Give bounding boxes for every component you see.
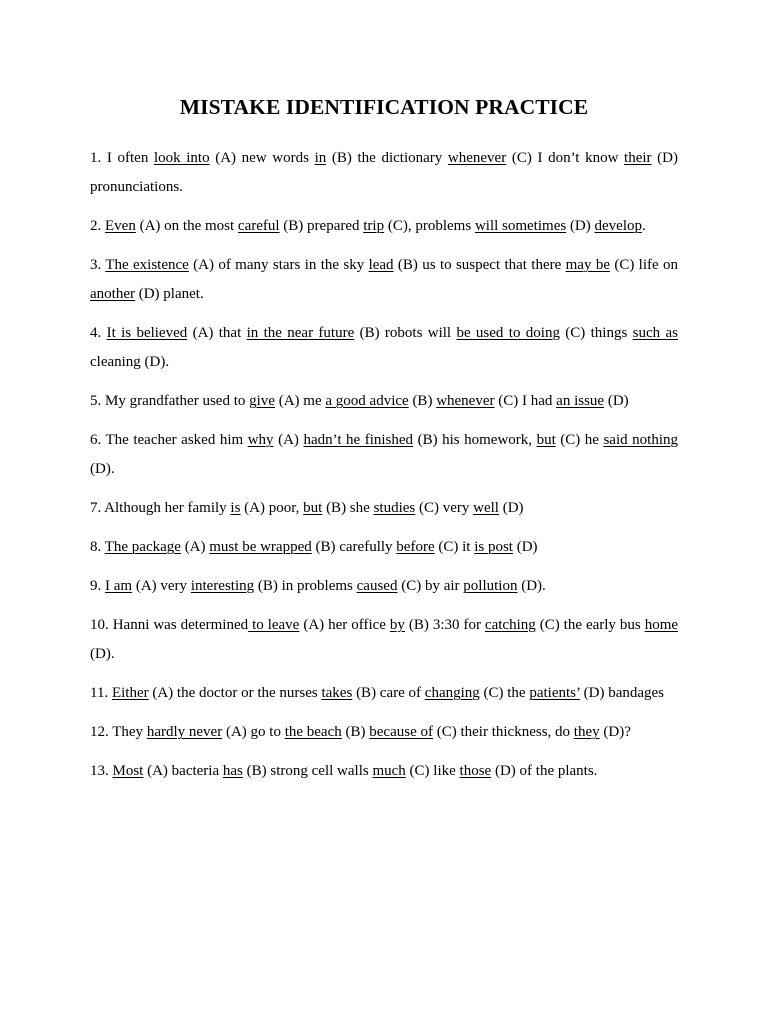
- question-text: (A) bacteria: [143, 763, 223, 779]
- question-list: [90, 144, 678, 786]
- question-text: (C) like: [405, 763, 460, 779]
- question-text: (D): [604, 393, 629, 409]
- question-item: [90, 212, 678, 241]
- underlined-option: hadn’t he finished: [303, 432, 414, 448]
- underlined-option: said nothing: [603, 432, 678, 448]
- question-text: (B) robots will: [354, 325, 457, 341]
- underlined-option: is post: [474, 539, 513, 555]
- question-item: [90, 533, 678, 562]
- underlined-option: whenever: [447, 150, 507, 166]
- underlined-option: has: [222, 763, 243, 779]
- question-text: (A) me: [274, 393, 326, 409]
- question-text: (C) it: [434, 539, 475, 555]
- underlined-option: to leave: [248, 617, 300, 633]
- underlined-option: develop: [594, 218, 642, 234]
- question-item: [90, 718, 678, 747]
- question-text: (C) very: [415, 500, 474, 516]
- question-number: 9.: [90, 578, 102, 594]
- underlined-option: may be: [565, 257, 610, 273]
- question-text: (B) prepared: [279, 218, 364, 234]
- underlined-option: but: [536, 432, 556, 448]
- underlined-option: caused: [356, 578, 398, 594]
- question-text: They: [108, 724, 147, 740]
- question-text: (B): [341, 724, 370, 740]
- question-text: (C) the early bus: [535, 617, 645, 633]
- underlined-option: Even: [105, 218, 136, 234]
- question-text: The teacher asked him: [101, 432, 248, 448]
- question-text: (B) she: [322, 500, 374, 516]
- underlined-option: a good advice: [325, 393, 409, 409]
- underlined-option: Most: [112, 763, 144, 779]
- underlined-option: is: [230, 500, 241, 516]
- question-text: (B): [408, 393, 437, 409]
- question-text: (D) pronunciations.: [90, 150, 678, 195]
- question-text: (A): [180, 539, 210, 555]
- underlined-option: well: [473, 500, 499, 516]
- question-item: [90, 426, 678, 484]
- underlined-option: patients’: [529, 685, 580, 701]
- question-text: I often: [101, 150, 154, 166]
- underlined-option: such as: [632, 325, 678, 341]
- question-text: (D): [498, 500, 524, 516]
- question-text: (A): [273, 432, 304, 448]
- question-item: [90, 757, 678, 786]
- question-number: 6.: [90, 432, 102, 448]
- question-number: 11.: [90, 685, 109, 701]
- question-text: Although her family: [101, 500, 231, 516]
- question-item: [90, 319, 678, 377]
- question-number: 4.: [90, 325, 102, 341]
- question-number: 10.: [90, 617, 109, 633]
- question-number: 3.: [90, 257, 102, 273]
- question-number: 1.: [90, 150, 102, 166]
- question-number: 12.: [90, 724, 109, 740]
- question-item: [90, 387, 678, 416]
- question-text: (A) the doctor or the nurses: [148, 685, 322, 701]
- question-text: (C) the: [479, 685, 530, 701]
- question-text: (C) their thickness, do: [432, 724, 574, 740]
- underlined-option: give: [249, 393, 275, 409]
- underlined-option: whenever: [436, 393, 495, 409]
- question-number: 8.: [90, 539, 102, 555]
- underlined-option: will sometimes: [474, 218, 567, 234]
- question-text: (A) new words: [209, 150, 315, 166]
- underlined-option: careful: [237, 218, 280, 234]
- question-text: (D) bandages: [579, 685, 665, 701]
- underlined-option: much: [372, 763, 406, 779]
- underlined-option: those: [459, 763, 492, 779]
- underlined-option: they: [573, 724, 600, 740]
- underlined-option: trip: [363, 218, 385, 234]
- underlined-option: because of: [369, 724, 433, 740]
- question-text: (A) go to: [222, 724, 285, 740]
- question-text: (D).: [517, 578, 546, 594]
- underlined-option: It is believed: [106, 325, 188, 341]
- question-text: (D).: [90, 646, 115, 662]
- question-text: (C) by air: [397, 578, 464, 594]
- underlined-option: their: [624, 150, 652, 166]
- underlined-option: home: [644, 617, 679, 633]
- question-item: [90, 611, 678, 669]
- question-text: (B) the dictionary: [326, 150, 448, 166]
- question-text: (B) strong cell walls: [242, 763, 373, 779]
- question-text: (D): [512, 539, 538, 555]
- question-number: 13.: [90, 763, 109, 779]
- underlined-option: studies: [373, 500, 416, 516]
- underlined-option: The package: [104, 539, 181, 555]
- underlined-option: but: [303, 500, 323, 516]
- underlined-option: before: [396, 539, 435, 555]
- question-item: [90, 572, 678, 601]
- underlined-option: The existence: [105, 257, 189, 273]
- underlined-option: by: [389, 617, 405, 633]
- underlined-option: interesting: [190, 578, 255, 594]
- question-text: (B) care of: [352, 685, 425, 701]
- question-item: [90, 251, 678, 309]
- underlined-option: I am: [105, 578, 133, 594]
- question-item: [90, 144, 678, 202]
- question-text: (D): [566, 218, 595, 234]
- underlined-option: an issue: [556, 393, 605, 409]
- underlined-option: in the near future: [246, 325, 355, 341]
- question-number: 7.: [90, 500, 102, 516]
- question-text: (D) of the plants.: [491, 763, 598, 779]
- question-text: (A) of many stars in the sky: [188, 257, 369, 273]
- underlined-option: why: [247, 432, 274, 448]
- underlined-option: takes: [321, 685, 353, 701]
- question-text: (C) he: [555, 432, 604, 448]
- underlined-option: lead: [368, 257, 394, 273]
- underlined-option: in: [314, 150, 327, 166]
- question-text: (D) planet.: [134, 286, 204, 302]
- question-text: My grandfather used to: [101, 393, 250, 409]
- question-text: (D).: [90, 461, 115, 477]
- underlined-option: pollution: [463, 578, 518, 594]
- question-text: (B) his homework,: [413, 432, 537, 448]
- page-title: MISTAKE IDENTIFICATION PRACTICE: [179, 95, 589, 119]
- question-text: (C) things: [559, 325, 633, 341]
- underlined-option: look into: [153, 150, 210, 166]
- question-text: (C) I had: [494, 393, 557, 409]
- underlined-option: the beach: [284, 724, 342, 740]
- question-number: 5.: [90, 393, 102, 409]
- question-text: (A) her office: [299, 617, 390, 633]
- question-text: (C) I don’t know: [506, 150, 625, 166]
- question-text: (B) carefully: [311, 539, 397, 555]
- question-text: (A) very: [132, 578, 191, 594]
- underlined-option: another: [90, 286, 135, 302]
- question-text: (A) poor,: [240, 500, 304, 516]
- underlined-option: changing: [424, 685, 480, 701]
- underlined-option: be used to doing: [456, 325, 560, 341]
- question-text: (B) in problems: [254, 578, 357, 594]
- underlined-option: catching: [484, 617, 536, 633]
- question-item: [90, 494, 678, 523]
- question-text: (A) that: [187, 325, 247, 341]
- question-text: (D)?: [599, 724, 631, 740]
- question-text: cleaning (D).: [90, 354, 170, 370]
- question-text: Hanni was determined: [108, 617, 249, 633]
- question-item: [90, 679, 678, 708]
- underlined-option: hardly never: [146, 724, 223, 740]
- question-number: 2.: [90, 218, 102, 234]
- worksheet-page: [90, 92, 678, 796]
- question-text: (C) life on: [609, 257, 679, 273]
- underlined-option: Either: [111, 685, 149, 701]
- question-text: .: [642, 218, 646, 234]
- question-text: (B) us to suspect that there: [393, 257, 566, 273]
- underlined-option: must be wrapped: [209, 539, 312, 555]
- question-text: (B) 3:30 for: [404, 617, 485, 633]
- question-text: (A) on the most: [135, 218, 238, 234]
- question-text: (C), problems: [384, 218, 475, 234]
